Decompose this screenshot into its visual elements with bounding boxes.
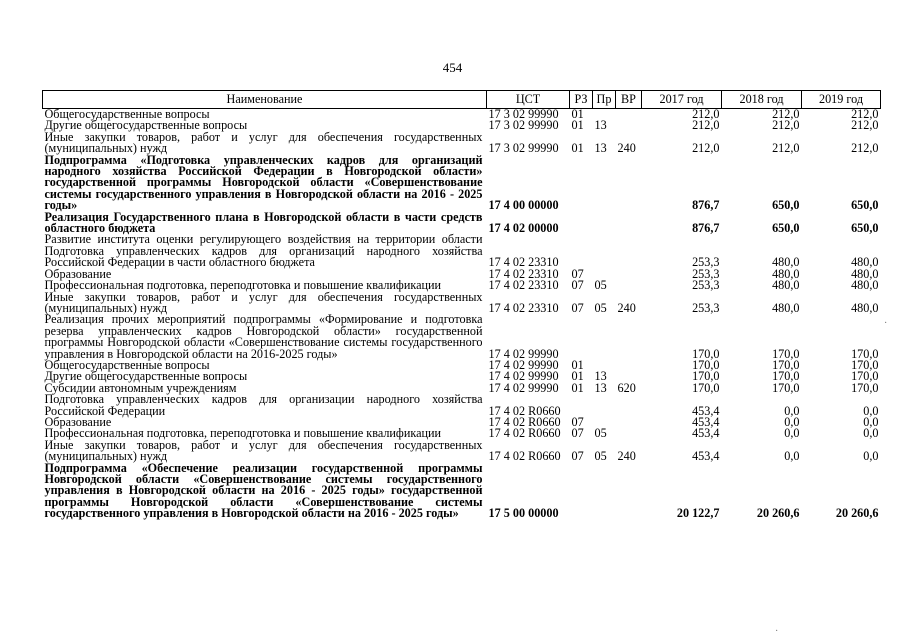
table-cell-cst: 17 4 02 23310 [488, 266, 559, 281]
table-row [43, 314, 881, 360]
table-row [43, 234, 881, 268]
table-cell-2017: 453,4 [692, 403, 720, 418]
table-cell-rz: 07 [571, 278, 584, 293]
table-cell-2019: 0,0 [863, 414, 879, 429]
table-cell-2017: 253,3 [692, 300, 720, 315]
table-cell-vr [616, 120, 642, 131]
table-cell-pr: 13 [594, 369, 607, 384]
table-cell-name: Профессиональная подготовка, переподготовка и повышение квалификации [44, 426, 442, 441]
table-cell-2018: 212,0 [772, 141, 800, 156]
table-cell-2017: 170,0 [692, 357, 720, 372]
table-cell-2019: 0,0 [863, 426, 879, 441]
table-cell-pr: 05 [594, 426, 607, 441]
table-cell-rz: 01 [571, 141, 584, 156]
table-cell-rz [570, 463, 593, 520]
table-cell-cst: 17 4 02 99990 [488, 369, 559, 384]
table-cell-2019: 212,0 [851, 118, 879, 133]
table-cell-cst: 17 4 02 23310 [488, 278, 559, 293]
table-row [43, 212, 881, 235]
table-cell-2017: 453,4 [692, 426, 720, 441]
table-cell-cst: 17 4 02 99990 [488, 380, 559, 395]
table-cell-2017: 253,3 [692, 278, 720, 293]
table-cell-vr [616, 155, 642, 212]
table-cell-cst: 17 4 02 R0660 [488, 426, 561, 441]
table-cell-cst: 17 4 02 99990 [488, 357, 559, 372]
table-cell-2017: 253,3 [692, 255, 720, 270]
table-row [43, 394, 881, 417]
table-cell-2019: 0,0 [863, 449, 879, 464]
table-cell-cst: 17 5 00 00000 [488, 506, 559, 521]
table-cell-rz: 01 [571, 107, 584, 121]
table-cell-rz [570, 314, 593, 360]
header-pr: Пр [593, 91, 616, 109]
table-cell-2018: 650,0 [772, 198, 800, 213]
table-cell-2017: 170,0 [692, 369, 720, 384]
table-row [43, 463, 881, 520]
table-cell-vr [616, 280, 642, 291]
table-cell-2018: 480,0 [772, 300, 800, 315]
header-2017: 2017 год [642, 91, 722, 109]
table-cell-rz: 01 [571, 357, 584, 372]
table-cell-name: Развитие института оценки регулирующего воздействия на территории области Подготовка управленческих кадров для организаций народного хозяйства Российской Федерации в части областного бюджета [44, 232, 483, 270]
page-number: 454 [442, 60, 463, 75]
table-cell-name: Другие общегосударственные вопросы [44, 118, 248, 133]
header-rz: РЗ [570, 91, 593, 109]
table-cell-cst: 17 3 02 99990 [488, 118, 559, 133]
table-cell-2019: 650,0 [851, 198, 879, 213]
table-cell-vr [616, 269, 642, 280]
table-row [43, 292, 881, 315]
table-cell-rz: 01 [571, 369, 584, 384]
table-cell-rz: 01 [571, 380, 584, 395]
table-cell-2017: 453,4 [692, 414, 720, 429]
table-cell-2019: 650,0 [851, 221, 879, 236]
table-cell-2019: 170,0 [851, 380, 879, 395]
table-cell-rz [570, 234, 593, 268]
table-row [43, 155, 881, 212]
table-cell-pr: 05 [594, 300, 607, 315]
table-cell-name: Подготовка управленческих кадров для организации народного хозяйства Российской Федерации [44, 392, 483, 418]
table-cell-vr [616, 394, 642, 417]
table-cell-name: Образование [44, 266, 112, 281]
table-cell-cst: 17 4 02 99990 [488, 346, 559, 361]
table-cell-pr [593, 155, 616, 212]
table-row [43, 132, 881, 155]
table-cell-vr [616, 212, 642, 235]
table-cell-name: Реализация Государственного плана в Новгородской области в части средств областного бюджета [44, 209, 483, 236]
table-cell-pr: 05 [594, 449, 607, 464]
table-cell-2019: 170,0 [851, 357, 879, 372]
table-cell-2019: 480,0 [851, 300, 879, 315]
table-cell-2018: 480,0 [772, 278, 800, 293]
table-cell-cst: 17 4 02 23310 [488, 255, 559, 270]
header-vr: ВР [616, 91, 642, 109]
table-cell-name: Общегосударственные вопросы [44, 107, 210, 121]
table-header-row [43, 91, 881, 109]
table-cell-name: Другие общегосударственные вопросы [44, 369, 248, 384]
table-row [43, 440, 881, 463]
table-cell-name: Иные закупки товаров, работ и услуг для обеспечения государственных (муниципальных) нужд [44, 129, 483, 156]
table-cell-vr [616, 428, 642, 439]
table-cell-2018: 0,0 [784, 414, 800, 429]
table-cell-2018: 212,0 [772, 107, 800, 121]
table-cell-2018: 0,0 [784, 449, 800, 464]
table-cell-2019: 212,0 [851, 107, 879, 121]
table-cell-name: Иные закупки товаров, работ и услуг для обеспечения государственных (муниципальных) нужд [44, 437, 483, 464]
table-cell-pr: 05 [594, 278, 607, 293]
table-cell-2018: 170,0 [772, 380, 800, 395]
table-cell-rz: 07 [571, 449, 584, 464]
scan-mark: · [884, 318, 888, 329]
header-2018: 2018 год [722, 91, 802, 109]
table-cell-cst: 17 4 00 00000 [488, 198, 559, 213]
table-cell-2017: 170,0 [692, 380, 720, 395]
table-cell-2018: 170,0 [772, 357, 800, 372]
budget-table [42, 90, 881, 520]
table-cell-cst: 17 4 02 23310 [488, 300, 559, 315]
table-cell-2019: 480,0 [851, 255, 879, 270]
table-cell-rz [570, 394, 593, 417]
table-cell-pr [593, 212, 616, 235]
table-cell-rz: 07 [571, 426, 584, 441]
table-cell-vr [616, 314, 642, 360]
table-cell-2017: 253,3 [692, 266, 720, 281]
table-cell-2017: 876,7 [692, 221, 720, 236]
table-cell-2018: 480,0 [772, 266, 800, 281]
table-cell-rz: 07 [571, 266, 584, 281]
table-cell-rz [570, 155, 593, 212]
table-cell-vr: 620 [617, 380, 636, 395]
header-cst: ЦСТ [487, 91, 570, 109]
table-cell-2017: 876,7 [692, 198, 720, 213]
table-cell-cst: 17 4 02 00000 [488, 221, 559, 236]
table-cell-2018: 170,0 [772, 346, 800, 361]
table-cell-2017: 212,0 [692, 107, 720, 121]
table-cell-rz: 01 [571, 118, 584, 133]
table-cell-vr [616, 360, 642, 371]
table-cell-2019: 480,0 [851, 266, 879, 281]
scan-mark: · [775, 626, 779, 637]
table-cell-2017: 212,0 [692, 118, 720, 133]
table-cell-name: Подпрограмма «Обеспечение реализации государственной программы Новгородской области «Совершенствование системы государственного управления в Новгородской области на 2016 - 2025 годы» государственной программы Новгородской области «Совершенствование системы государственного управления в Новгородской области на 2016 - 2025 годы» [44, 460, 483, 521]
table-cell-vr: 240 [617, 449, 636, 464]
table-cell-2019: 170,0 [851, 346, 879, 361]
table-cell-2019: 170,0 [851, 369, 879, 384]
table-cell-vr: 240 [617, 141, 636, 156]
table-cell-2018: 212,0 [772, 118, 800, 133]
table-cell-name: Реализация прочих мероприятий подпрограммы «Формирование и подготовка резерва управленческих кадров Новгородской области» государственной программы Новгородской области «Совершенствование системы государственного управления в Новгородской области на 2016-2025 годы» [44, 312, 483, 361]
table-cell-2019: 20 260,6 [835, 506, 879, 521]
table-cell-pr [593, 463, 616, 520]
table-cell-2017: 170,0 [692, 346, 720, 361]
table-cell-cst: 17 4 02 R0660 [488, 403, 561, 418]
table-cell-vr: 240 [617, 300, 636, 315]
table-cell-2017: 20 122,7 [676, 506, 720, 521]
table-cell-2017: 453,4 [692, 449, 720, 464]
table-cell-2018: 0,0 [784, 426, 800, 441]
table-cell-rz: 07 [571, 300, 584, 315]
table-cell-cst: 17 4 02 R0660 [488, 414, 561, 429]
table-cell-rz [570, 212, 593, 235]
header-name: Наименование [43, 91, 487, 109]
table-cell-name: Профессиональная подготовка, переподготовка и повышение квалификации [44, 278, 442, 293]
table-cell-2018: 650,0 [772, 221, 800, 236]
table-cell-2018: 480,0 [772, 255, 800, 270]
table-cell-pr: 13 [594, 141, 607, 156]
table-cell-vr [616, 109, 642, 121]
table-cell-rz: 07 [571, 414, 584, 429]
header-2019: 2019 год [802, 91, 881, 109]
table-cell-name: Субсидии автономным учреждениям [44, 380, 237, 395]
table-cell-2018: 170,0 [772, 369, 800, 384]
table-cell-pr [593, 394, 616, 417]
table-cell-2018: 20 260,6 [756, 506, 800, 521]
table-cell-name: Иные закупки товаров, работ и услуг для обеспечения государственных (муниципальных) нужд [44, 289, 483, 315]
table-cell-vr [616, 463, 642, 520]
table-cell-name: Общегосударственные вопросы [44, 357, 210, 372]
table-cell-2017: 212,0 [692, 141, 720, 156]
table-cell-vr [616, 234, 642, 268]
table-cell-name: Подпрограмма «Подготовка управленческих кадров для организаций народного хозяйства Российской Федерации в Новгородской области» государственной программы Новгородской области «Совершенствование системы государственного управления в Новгородской области на 2016 - 2025 годы» [44, 152, 483, 213]
table-cell-cst: 17 4 02 R0660 [488, 449, 561, 464]
table-cell-2019: 480,0 [851, 278, 879, 293]
table-cell-pr [593, 234, 616, 268]
table-cell-cst: 17 3 02 99990 [488, 141, 559, 156]
table-cell-name: Образование [44, 414, 112, 429]
table-cell-2018: 0,0 [784, 403, 800, 418]
table-cell-cst: 17 3 02 99990 [488, 107, 559, 121]
table-cell-pr: 13 [594, 118, 607, 133]
table-cell-pr: 13 [594, 380, 607, 395]
table-cell-2019: 212,0 [851, 141, 879, 156]
table-cell-2019: 0,0 [863, 403, 879, 418]
table-cell-pr [593, 314, 616, 360]
table-cell-vr [616, 417, 642, 428]
